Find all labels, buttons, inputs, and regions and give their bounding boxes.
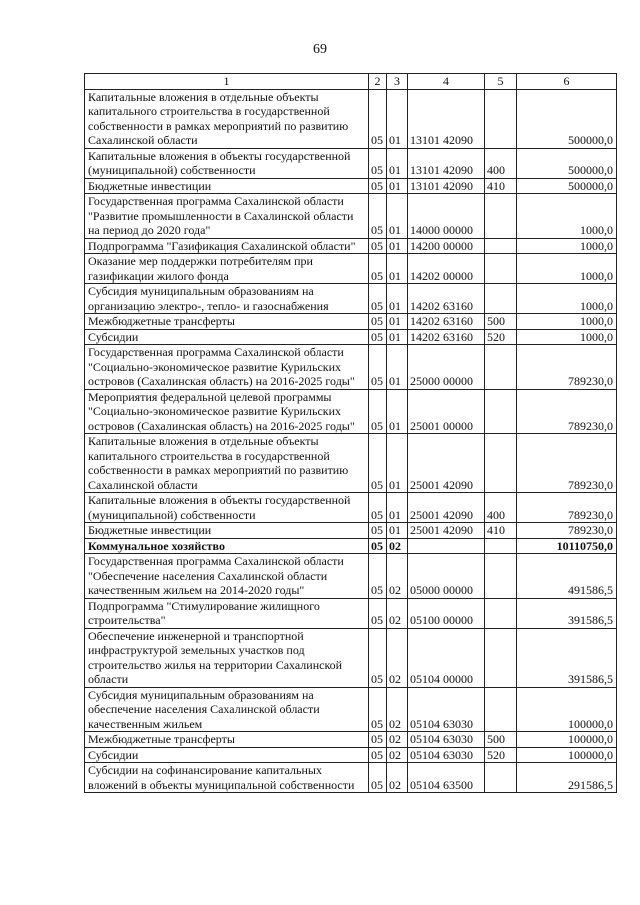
header-col-4: 4	[408, 74, 485, 90]
row-section: 05	[369, 434, 387, 493]
table-row	[85, 732, 617, 748]
row-subsection: 02	[387, 763, 408, 793]
row-section: 05	[369, 687, 387, 732]
row-amount: 100000,0	[517, 687, 617, 732]
row-target-article: 13101 42090	[408, 148, 485, 178]
row-target-article: 14202 63160	[408, 284, 485, 314]
table-row	[85, 687, 617, 732]
table-row	[85, 538, 617, 554]
row-subsection: 01	[387, 314, 408, 330]
row-amount: 789230,0	[517, 523, 617, 539]
row-section: 05	[369, 523, 387, 539]
row-target-article: 14000 00000	[408, 194, 485, 239]
row-section: 05	[369, 493, 387, 523]
row-expense-type: 500	[485, 314, 517, 330]
row-name: Межбюджетные трансферты	[85, 732, 369, 748]
row-name: Субсидии на софинансирование капитальных вложений в объекты муниципальной собственности	[85, 763, 369, 793]
row-subsection: 02	[387, 554, 408, 599]
table-row	[85, 493, 617, 523]
row-section: 05	[369, 763, 387, 793]
row-expense-type	[485, 194, 517, 239]
table-row	[85, 284, 617, 314]
row-amount: 1000,0	[517, 238, 617, 254]
row-expense-type: 500	[485, 732, 517, 748]
row-section: 05	[369, 329, 387, 345]
row-subsection: 02	[387, 628, 408, 687]
row-expense-type	[485, 284, 517, 314]
row-amount: 391586,5	[517, 628, 617, 687]
row-amount: 500000,0	[517, 89, 617, 148]
row-expense-type	[485, 254, 517, 284]
row-section: 05	[369, 598, 387, 628]
row-expense-type	[485, 538, 517, 554]
row-amount: 500000,0	[517, 148, 617, 178]
table-header-row	[85, 74, 617, 90]
row-section: 05	[369, 238, 387, 254]
row-amount: 100000,0	[517, 747, 617, 763]
row-name: Субсидии	[85, 747, 369, 763]
row-expense-type	[485, 598, 517, 628]
row-expense-type	[485, 238, 517, 254]
row-target-article: 13101 42090	[408, 89, 485, 148]
row-target-article: 25001 42090	[408, 523, 485, 539]
row-subsection: 01	[387, 89, 408, 148]
row-target-article: 25001 42090	[408, 434, 485, 493]
row-name: Капитальные вложения в объекты государственной (муниципальной) собственности	[85, 493, 369, 523]
row-amount: 1000,0	[517, 329, 617, 345]
row-target-article: 05100 00000	[408, 598, 485, 628]
row-expense-type: 410	[485, 178, 517, 194]
table-row	[85, 194, 617, 239]
row-section: 05	[369, 389, 387, 434]
header-col-6: 6	[517, 74, 617, 90]
table-row	[85, 763, 617, 793]
row-target-article: 25001 00000	[408, 389, 485, 434]
row-amount: 789230,0	[517, 389, 617, 434]
row-subsection: 01	[387, 389, 408, 434]
row-section: 05	[369, 284, 387, 314]
row-section: 05	[369, 194, 387, 239]
row-name: Государственная программа Сахалинской области "Социально-экономическое развитие Курильских островов (Сахалинская область) на 2016-2025 годы"	[85, 345, 369, 390]
row-subsection: 01	[387, 284, 408, 314]
row-subsection: 01	[387, 148, 408, 178]
row-name: Оказание мер поддержки потребителям при газификации жилого фонда	[85, 254, 369, 284]
table-row	[85, 314, 617, 330]
row-amount: 10110750,0	[517, 538, 617, 554]
row-section: 05	[369, 254, 387, 284]
row-expense-type	[485, 434, 517, 493]
row-subsection: 01	[387, 194, 408, 239]
row-name: Субсидия муниципальным образованиям на организацию электро-, тепло- и газоснабжения	[85, 284, 369, 314]
table-row	[85, 89, 617, 148]
row-name: Межбюджетные трансферты	[85, 314, 369, 330]
row-amount: 491586,5	[517, 554, 617, 599]
row-expense-type	[485, 554, 517, 599]
table-row	[85, 598, 617, 628]
row-subsection: 02	[387, 598, 408, 628]
row-target-article: 05104 63030	[408, 687, 485, 732]
row-target-article: 13101 42090	[408, 178, 485, 194]
row-section: 05	[369, 89, 387, 148]
row-target-article: 14202 63160	[408, 314, 485, 330]
table-body	[85, 89, 617, 793]
row-name: Бюджетные инвестиции	[85, 178, 369, 194]
row-name: Капитальные вложения в отдельные объекты капитального строительства в государственной собственности в рамках мероприятий по развитию Сахалинской области	[85, 89, 369, 148]
row-name: Коммунальное хозяйство	[85, 538, 369, 554]
row-name: Субсидия муниципальным образованиям на обеспечение населения Сахалинской области качественным жильем	[85, 687, 369, 732]
page-number: 69	[313, 42, 327, 57]
row-expense-type	[485, 628, 517, 687]
row-amount: 391586,5	[517, 598, 617, 628]
row-section: 05	[369, 314, 387, 330]
row-amount: 789230,0	[517, 434, 617, 493]
row-section: 05	[369, 554, 387, 599]
row-expense-type: 400	[485, 493, 517, 523]
row-section: 05	[369, 747, 387, 763]
row-target-article: 14202 63160	[408, 329, 485, 345]
row-expense-type: 520	[485, 329, 517, 345]
row-amount: 789230,0	[517, 493, 617, 523]
row-section: 05	[369, 538, 387, 554]
row-subsection: 02	[387, 732, 408, 748]
row-subsection: 02	[387, 747, 408, 763]
row-section: 05	[369, 345, 387, 390]
table-row	[85, 434, 617, 493]
row-subsection: 01	[387, 254, 408, 284]
row-section: 05	[369, 178, 387, 194]
row-amount: 500000,0	[517, 178, 617, 194]
row-amount: 789230,0	[517, 345, 617, 390]
table-row	[85, 238, 617, 254]
row-amount: 1000,0	[517, 284, 617, 314]
table-row	[85, 148, 617, 178]
row-amount: 1000,0	[517, 254, 617, 284]
row-subsection: 01	[387, 493, 408, 523]
row-amount: 291586,5	[517, 763, 617, 793]
row-section: 05	[369, 732, 387, 748]
row-subsection: 01	[387, 238, 408, 254]
row-subsection: 01	[387, 329, 408, 345]
row-amount: 1000,0	[517, 314, 617, 330]
table-row	[85, 523, 617, 539]
table-row	[85, 389, 617, 434]
row-target-article: 14202 00000	[408, 254, 485, 284]
row-expense-type: 520	[485, 747, 517, 763]
row-subsection: 02	[387, 538, 408, 554]
row-section: 05	[369, 148, 387, 178]
table-row	[85, 554, 617, 599]
row-target-article: 25000 00000	[408, 345, 485, 390]
row-subsection: 01	[387, 523, 408, 539]
header-col-3: 3	[387, 74, 408, 90]
row-amount: 1000,0	[517, 194, 617, 239]
row-target-article: 05104 63500	[408, 763, 485, 793]
row-name: Капитальные вложения в объекты государственной (муниципальной) собственности	[85, 148, 369, 178]
row-subsection: 01	[387, 434, 408, 493]
row-amount: 100000,0	[517, 732, 617, 748]
row-name: Капитальные вложения в отдельные объекты капитального строительства в государственной собственности в рамках мероприятий по развитию Сахалинской области	[85, 434, 369, 493]
row-subsection: 01	[387, 345, 408, 390]
row-target-article: 05104 00000	[408, 628, 485, 687]
table-row	[85, 345, 617, 390]
row-name: Подпрограмма "Газификация Сахалинской области"	[85, 238, 369, 254]
row-expense-type: 410	[485, 523, 517, 539]
row-expense-type: 400	[485, 148, 517, 178]
row-name: Бюджетные инвестиции	[85, 523, 369, 539]
header-col-2: 2	[369, 74, 387, 90]
table-row	[85, 747, 617, 763]
row-target-article	[408, 538, 485, 554]
row-target-article: 14200 00000	[408, 238, 485, 254]
row-expense-type	[485, 389, 517, 434]
row-name: Государственная программа Сахалинской области "Обеспечение населения Сахалинской области качественным жильем на 2014-2020 годы"	[85, 554, 369, 599]
row-expense-type	[485, 763, 517, 793]
row-expense-type	[485, 687, 517, 732]
row-expense-type	[485, 89, 517, 148]
row-section: 05	[369, 628, 387, 687]
row-name: Обеспечение инженерной и транспортной инфраструктурой земельных участков под строительство жилья на территории Сахалинской области	[85, 628, 369, 687]
table-row	[85, 178, 617, 194]
row-subsection: 02	[387, 687, 408, 732]
header-col-5: 5	[485, 74, 517, 90]
row-subsection: 01	[387, 178, 408, 194]
table-row	[85, 254, 617, 284]
row-name: Подпрограмма "Стимулирование жилищного строительства"	[85, 598, 369, 628]
row-target-article: 05104 63030	[408, 747, 485, 763]
row-name: Государственная программа Сахалинской области "Развитие промышленности в Сахалинской области на период до 2020 года"	[85, 194, 369, 239]
row-expense-type	[485, 345, 517, 390]
row-target-article: 05000 00000	[408, 554, 485, 599]
budget-table	[84, 73, 617, 793]
row-target-article: 05104 63030	[408, 732, 485, 748]
header-col-1: 1	[85, 74, 369, 90]
table-row	[85, 329, 617, 345]
table-row	[85, 628, 617, 687]
row-name: Субсидии	[85, 329, 369, 345]
row-name: Мероприятия федеральной целевой программы "Социально-экономическое развитие Курильских островов (Сахалинская область) на 2016-2025 годы"	[85, 389, 369, 434]
row-target-article: 25001 42090	[408, 493, 485, 523]
